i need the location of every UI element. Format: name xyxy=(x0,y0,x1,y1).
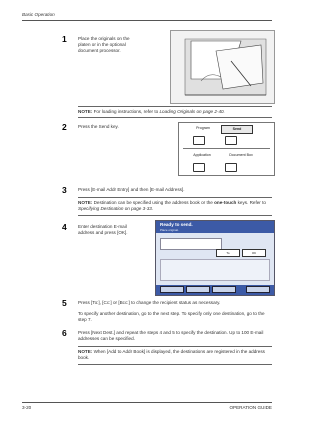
bottom-button-3[interactable] xyxy=(212,286,236,293)
address-list-area xyxy=(160,259,270,281)
note-2-bold: one-touch xyxy=(214,200,237,205)
note-2-text: Destination can be specified using the address book or the xyxy=(93,200,215,205)
email-entry-screen xyxy=(155,220,275,296)
application-key-icon[interactable] xyxy=(193,163,205,172)
send-key-panel xyxy=(178,122,275,176)
step-5-number: 5 xyxy=(62,298,67,308)
step-5-extra-text: To specify another destination, go to the next step. To specify only one destination, go to the step 7. xyxy=(78,311,265,322)
email-address-field[interactable] xyxy=(160,238,222,250)
screen-subtitle: Place original. xyxy=(160,228,179,232)
program-key-icon[interactable] xyxy=(193,136,205,145)
ok-button[interactable]: OK xyxy=(242,249,266,257)
step-3-text: Press [E-mail Addr Entry] and then [E-mail Address]. xyxy=(78,187,185,192)
note-2-ref: Specifying Destination on page 3-33. xyxy=(78,206,154,211)
note-3-bottom-rule xyxy=(78,364,272,365)
platen-illustration xyxy=(170,30,275,104)
note-1-bottom-rule xyxy=(78,117,272,118)
document-box-label: Document Box xyxy=(229,153,253,157)
panel-divider xyxy=(183,148,270,149)
step-2-number: 2 xyxy=(62,122,67,132)
screen-title: Ready to send. xyxy=(160,222,193,227)
application-label: Application xyxy=(193,153,211,157)
bottom-button-1[interactable] xyxy=(160,286,184,293)
guide-title: OPERATION GUIDE xyxy=(229,405,272,410)
step-3-number: 3 xyxy=(62,185,67,195)
note-2-top-rule xyxy=(78,197,272,198)
step-4-text: Enter destination E-mail address and press [OK]. xyxy=(78,224,128,235)
note-1-label: NOTE: xyxy=(78,109,93,114)
note-2-tail: keys. Refer to xyxy=(236,200,266,205)
bottom-button-2[interactable] xyxy=(186,286,210,293)
document-box-key-icon[interactable] xyxy=(225,163,237,172)
note-2-label: NOTE: xyxy=(78,200,93,205)
step-1-number: 1 xyxy=(62,34,67,44)
send-key[interactable]: Send xyxy=(221,125,253,134)
note-1-text: For loading instructions, refer to xyxy=(93,109,160,114)
note-1-top-rule xyxy=(78,106,272,107)
footer-divider xyxy=(22,402,272,403)
note-2 xyxy=(78,200,272,212)
to-button[interactable]: To xyxy=(216,249,240,257)
step-4-number: 4 xyxy=(62,222,67,232)
header-divider xyxy=(22,20,272,21)
note-3-text: When [Add to Addr Book] is displayed, the destinations are registered in the address book. xyxy=(78,349,265,360)
bottom-button-ok[interactable] xyxy=(246,286,270,293)
note-3-top-rule xyxy=(78,346,272,347)
send-key-icon[interactable] xyxy=(225,136,237,145)
section-title: Basic Operation xyxy=(22,12,55,17)
step-1-text: Place the originals on the platen or in the optional document processor. xyxy=(78,36,130,53)
program-label: Program xyxy=(196,126,210,130)
step-2-text: Press the Send key. xyxy=(78,124,119,129)
step-6-number: 6 xyxy=(62,328,67,338)
step-6-text: Press [Next Dest.] and repeat the steps 4 and 5 to specify the destination. Up to 100 E-mail addresses can be specified. xyxy=(78,330,264,341)
copier-document-icon xyxy=(171,31,274,103)
note-3-label: NOTE: xyxy=(78,349,93,354)
step-5-text: Press [To:], [Cc:] or [Bcc:] to change the recipient status as necessary. xyxy=(78,300,221,305)
note-1 xyxy=(78,109,272,115)
note-3 xyxy=(78,349,272,361)
note-2-bottom-rule xyxy=(78,215,272,216)
note-1-ref: Loading Originals on page 2-40. xyxy=(159,109,225,114)
page-number: 3-20 xyxy=(22,405,32,410)
